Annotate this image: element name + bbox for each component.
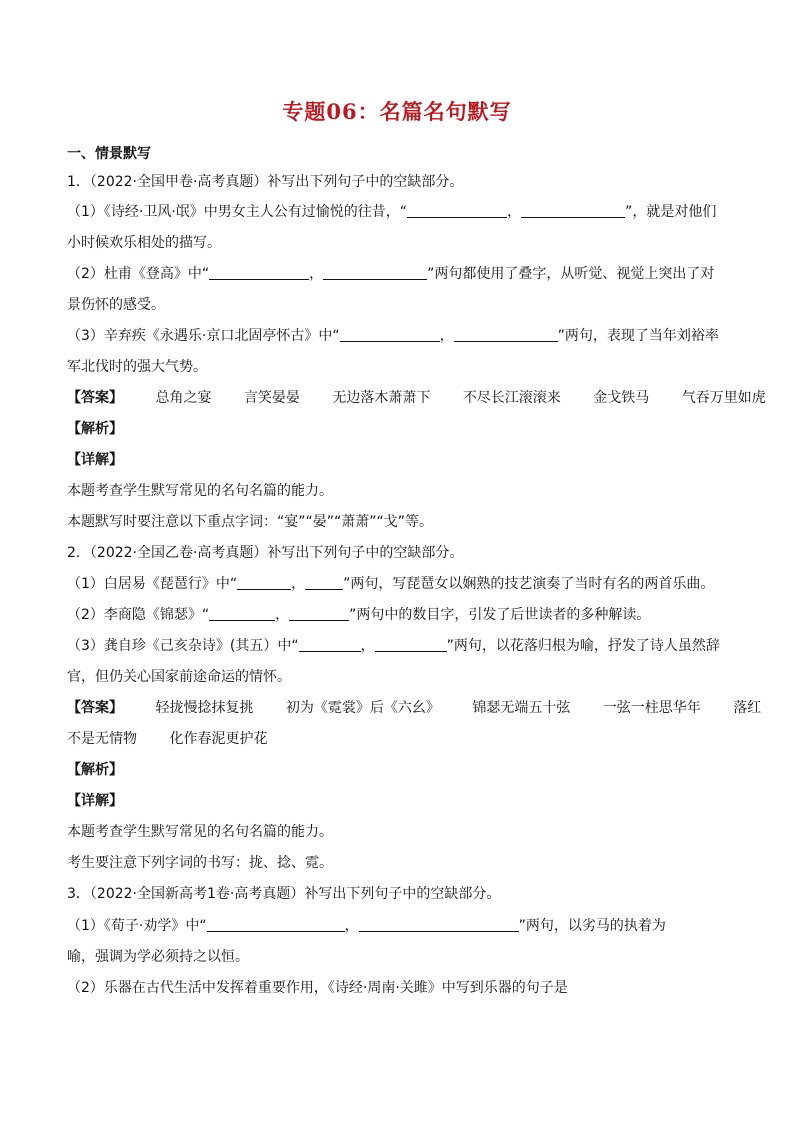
answer-blank[interactable] xyxy=(407,203,507,218)
q2-p3-text-b: ， xyxy=(360,638,375,654)
answer-blank[interactable] xyxy=(237,575,291,590)
answer-item: 言笑晏晏 xyxy=(243,390,300,406)
answer-item: 初为《霓裳》后《六幺》 xyxy=(285,700,440,716)
q1-part1-line2: 小时候欢乐相处的描写。 xyxy=(67,235,221,251)
q2-p1-text-a: （1）白居易《琵琶行》中“ xyxy=(67,576,238,592)
answer-blank[interactable] xyxy=(521,203,625,218)
answer-blank[interactable] xyxy=(340,327,440,342)
answer-blank[interactable] xyxy=(289,606,349,621)
answer-item: 化作春泥更护花 xyxy=(169,731,268,747)
q2-p3-text-a: （3）龚自珍《己亥杂诗》(其五）中“ xyxy=(67,638,299,654)
detail-text: 本题默写时要注意以下重点字词：“宴”“晏”“萧萧”“戈”等。 xyxy=(67,514,434,530)
answer-item: 气吞万里如虎 xyxy=(681,390,766,406)
q1-stem: 1．（2022·全国甲卷·高考真题）补写出下列句子中的空缺部分。 xyxy=(67,174,464,190)
q2-p1-text-c: ”两句，写琵琶女以娴熟的技艺演奏了当时有名的两首乐曲。 xyxy=(343,576,715,592)
answer-item: 落红 xyxy=(733,700,762,716)
q3-p1-text-b: ， xyxy=(344,918,359,934)
q1-part2-line1 xyxy=(67,264,714,284)
q2-part3-line2: 官，但仍关心国家前途命运的情怀。 xyxy=(67,669,291,685)
q1-p2-text-a: （2）杜甫《登高》中“ xyxy=(67,266,210,282)
answer-item: 不是无情物 xyxy=(67,731,137,747)
q1-p3-text-a: （3）辛弃疾《永遇乐·京口北固亭怀古》中“ xyxy=(67,328,340,344)
q1-answer-line xyxy=(67,388,794,408)
q1-p2-text-b: ， xyxy=(309,266,324,282)
q1-part2-line2: 景伤怀的感受。 xyxy=(67,297,165,313)
q3-stem: 3．（2022·全国新高考1卷·高考真题）补写出下列句子中的空缺部分。 xyxy=(67,886,501,902)
q3-p1-text-a: （1）《荀子·劝学》中“ xyxy=(67,918,207,934)
q1-p3-text-c: ”两句，表现了当年刘裕率 xyxy=(557,328,719,344)
q2-answer-line2 xyxy=(67,729,295,749)
q2-p2-text-c: ”两句中的数目字，引发了后世读者的多种解读。 xyxy=(349,607,651,623)
answer-item: 不尽长江滚滚来 xyxy=(462,390,561,406)
q1-part1-line1 xyxy=(67,202,716,222)
section-heading: 一、情景默写 xyxy=(67,146,151,162)
answer-blank[interactable] xyxy=(299,637,361,652)
answer-blank[interactable] xyxy=(454,327,558,342)
q1-part3-line1 xyxy=(67,326,719,346)
analysis-label: 【解析】 xyxy=(67,421,123,437)
q2-p1-text-b: ， xyxy=(291,576,306,592)
q1-p1-text-b: ， xyxy=(507,204,522,220)
answer-item: 锦瑟无端五十弦 xyxy=(472,700,571,716)
q1-p1-text-c: ”，就是对他们 xyxy=(625,204,717,220)
q1-p3-text-b: ， xyxy=(439,328,454,344)
q1-part3-line2: 军北伐时的强大气势。 xyxy=(67,359,207,375)
q3-part1-line2: 喻，强调为学必须持之以恒。 xyxy=(67,949,249,965)
q2-part3-line1 xyxy=(67,636,720,656)
detail-text: 本题考查学生默写常见的名句名篇的能力。 xyxy=(67,483,333,499)
answer-blank[interactable] xyxy=(207,917,345,932)
detail-text: 考生要注意下列字词的书写：拢、捻、霓。 xyxy=(67,855,333,871)
answer-item: 轻拢慢捻抹复挑 xyxy=(155,700,254,716)
answer-blank[interactable] xyxy=(209,265,309,280)
answer-blank[interactable] xyxy=(209,606,275,621)
q3-part1-line1 xyxy=(67,916,666,936)
q2-answer-line1 xyxy=(67,698,789,718)
q2-p2-text-b: ， xyxy=(275,607,290,623)
q1-p2-text-c: ”两句都使用了叠字，从听觉、视觉上突出了对 xyxy=(427,266,715,282)
page-title: 专题06：名篇名句默写 xyxy=(282,99,512,124)
answer-blank[interactable] xyxy=(359,917,519,932)
detail-label: 【详解】 xyxy=(67,793,123,809)
q2-p3-text-c: ”两句，以花落归根为喻，抒发了诗人虽然辞 xyxy=(446,638,720,654)
answer-item: 无边落木萧萧下 xyxy=(332,390,431,406)
answer-blank[interactable] xyxy=(305,575,343,590)
q2-stem: 2．（2022·全国乙卷·高考真题）补写出下列句子中的空缺部分。 xyxy=(67,545,464,561)
answer-blank[interactable] xyxy=(375,637,447,652)
answer-label: 【答案】 xyxy=(67,700,123,716)
analysis-label: 【解析】 xyxy=(67,762,123,778)
detail-label: 【详解】 xyxy=(67,452,123,468)
q2-part1-line1 xyxy=(67,574,714,594)
q2-part2-line1 xyxy=(67,605,650,625)
q1-p1-text-a: （1）《诗经·卫风·氓》中男女主人公有过愉悦的往昔，“ xyxy=(67,204,408,220)
q3-p1-text-c: ”两句，以劣马的执着为 xyxy=(518,918,666,934)
detail-text: 本题考查学生默写常见的名句名篇的能力。 xyxy=(67,824,333,840)
answer-blank[interactable] xyxy=(323,265,427,280)
answer-item: 一弦一柱思华年 xyxy=(602,700,701,716)
q2-p2-text-a: （2）李商隐《锦瑟》“ xyxy=(67,607,210,623)
answer-item: 总角之宴 xyxy=(155,390,212,406)
answer-label: 【答案】 xyxy=(67,390,123,406)
answer-item: 金戈铁马 xyxy=(593,390,650,406)
q3-part2-line1: （2）乐器在古代生活中发挥着重要作用，《诗经·周南·关雎》中写到乐器的句子是 xyxy=(67,980,568,996)
